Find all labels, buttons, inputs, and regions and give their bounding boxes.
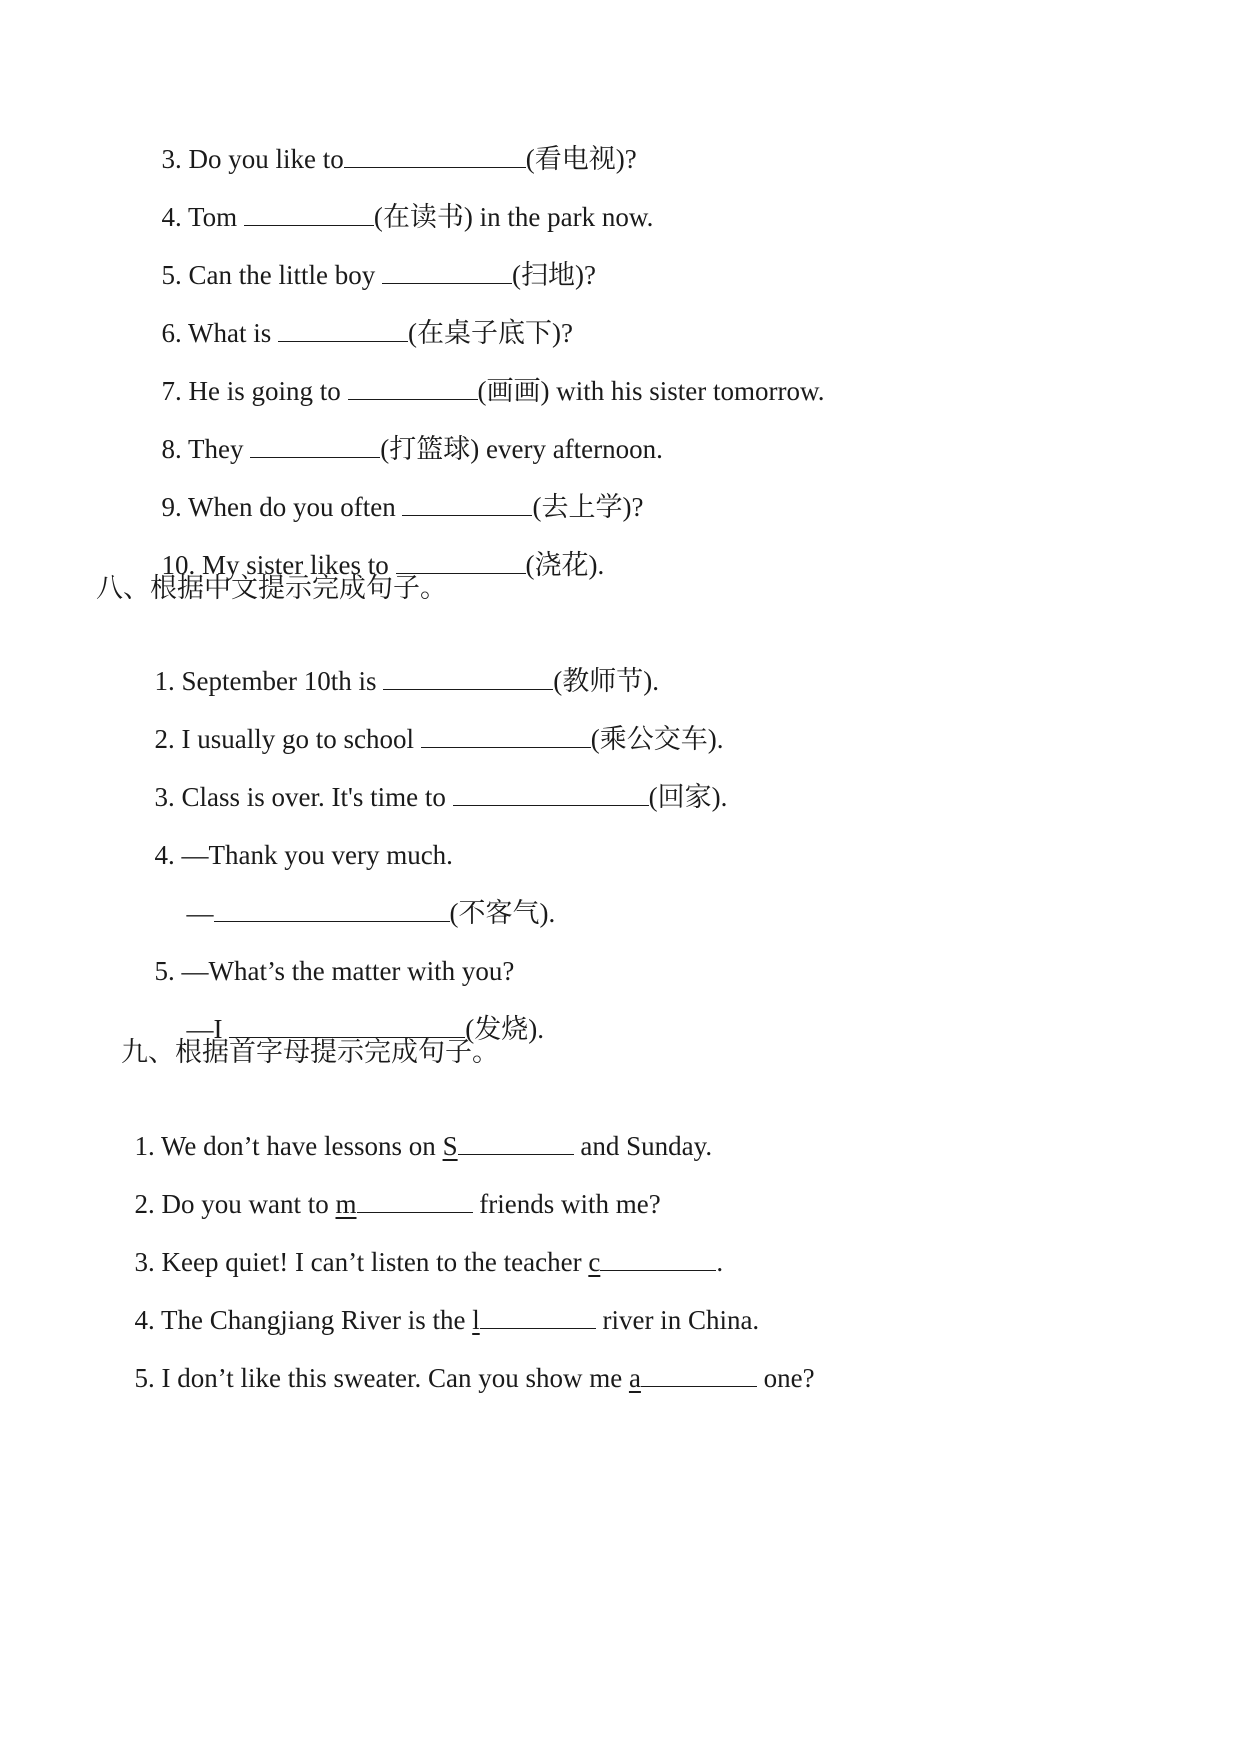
item-text: 2. I usually go to school [154,724,421,754]
answer-blank[interactable] [396,549,526,574]
item-text: 5. Can the little boy [161,260,382,290]
item-hint: (回家). [648,782,728,812]
answer-blank[interactable] [641,1362,757,1387]
item-hint: (浇花). [525,550,605,580]
answer-blank[interactable] [344,143,526,168]
item-text: friends with me? [472,1189,661,1219]
first-letter-hint: S [442,1131,458,1161]
answer-blank[interactable] [214,897,450,922]
section-heading: 八、根据中文提示完成句子。 [96,573,447,604]
item-text: one? [756,1363,815,1393]
item-text: 9. When do you often [161,492,403,522]
item-text: 3. Class is over. It's time to [154,782,453,812]
item-hint: (乘公交车). [590,724,724,754]
item-hint: (打篮球) every afternoon. [380,434,663,464]
item-text: 1. We don’t have lessons on [134,1131,443,1161]
item-text: and Sunday. [573,1131,713,1161]
item-text: 5. —What’s the matter with you? [154,956,515,986]
item-hint: (画画) with his sister tomorrow. [477,376,825,406]
item-text: 4. Tom [161,202,244,232]
item-text: 6. What is [161,318,278,348]
item-text: 3. Do you like to [161,144,344,174]
item-hint: (在桌子底下)? [408,318,573,348]
item-text: 7. He is going to [161,376,348,406]
answer-blank[interactable] [348,375,478,400]
item-text: —I [186,1014,230,1044]
item-text: 4. —Thank you very much. [154,840,453,870]
answer-blank[interactable] [278,317,408,342]
first-letter-hint: l [472,1305,480,1335]
item-hint: (在读书) in the park now. [373,202,654,232]
answer-blank[interactable] [229,1013,465,1038]
item-text: 2. Do you want to [134,1189,336,1219]
answer-blank[interactable] [600,1246,716,1271]
item-text: 1. September 10th is [154,666,384,696]
item-hint: (扫地)? [511,260,596,290]
item-text: 10. My sister likes to [161,550,396,580]
exercise-item [121,1327,815,1395]
item-text: — [186,898,214,928]
item-text: 5. I don’t like this sweater. Can you show me [134,1363,629,1393]
first-letter-hint: m [335,1189,357,1219]
item-text: river in China. [595,1305,760,1335]
answer-blank[interactable] [383,665,553,690]
item-hint: (教师节). [553,666,659,696]
answer-blank[interactable] [458,1130,574,1155]
answer-blank[interactable] [421,723,591,748]
item-text: . [716,1247,724,1277]
answer-blank[interactable] [480,1304,596,1329]
item-text: 8. They [161,434,251,464]
item-text: 3. Keep quiet! I can’t listen to the teacher [134,1247,589,1277]
item-hint: (看电视)? [525,144,637,174]
item-hint: (发烧). [465,1014,544,1044]
first-letter-hint: c [588,1247,601,1277]
answer-blank[interactable] [250,433,380,458]
item-text: 4. The Changjiang River is the [134,1305,473,1335]
item-hint: (不客气). [449,898,556,928]
answer-blank[interactable] [244,201,374,226]
section-heading: 九、根据首字母提示完成句子。 [121,1037,499,1068]
answer-blank[interactable] [382,259,512,284]
item-hint: (去上学)? [532,492,644,522]
answer-blank[interactable] [453,781,649,806]
first-letter-hint: a [628,1363,641,1393]
answer-blank[interactable] [402,491,532,516]
answer-blank[interactable] [357,1188,473,1213]
